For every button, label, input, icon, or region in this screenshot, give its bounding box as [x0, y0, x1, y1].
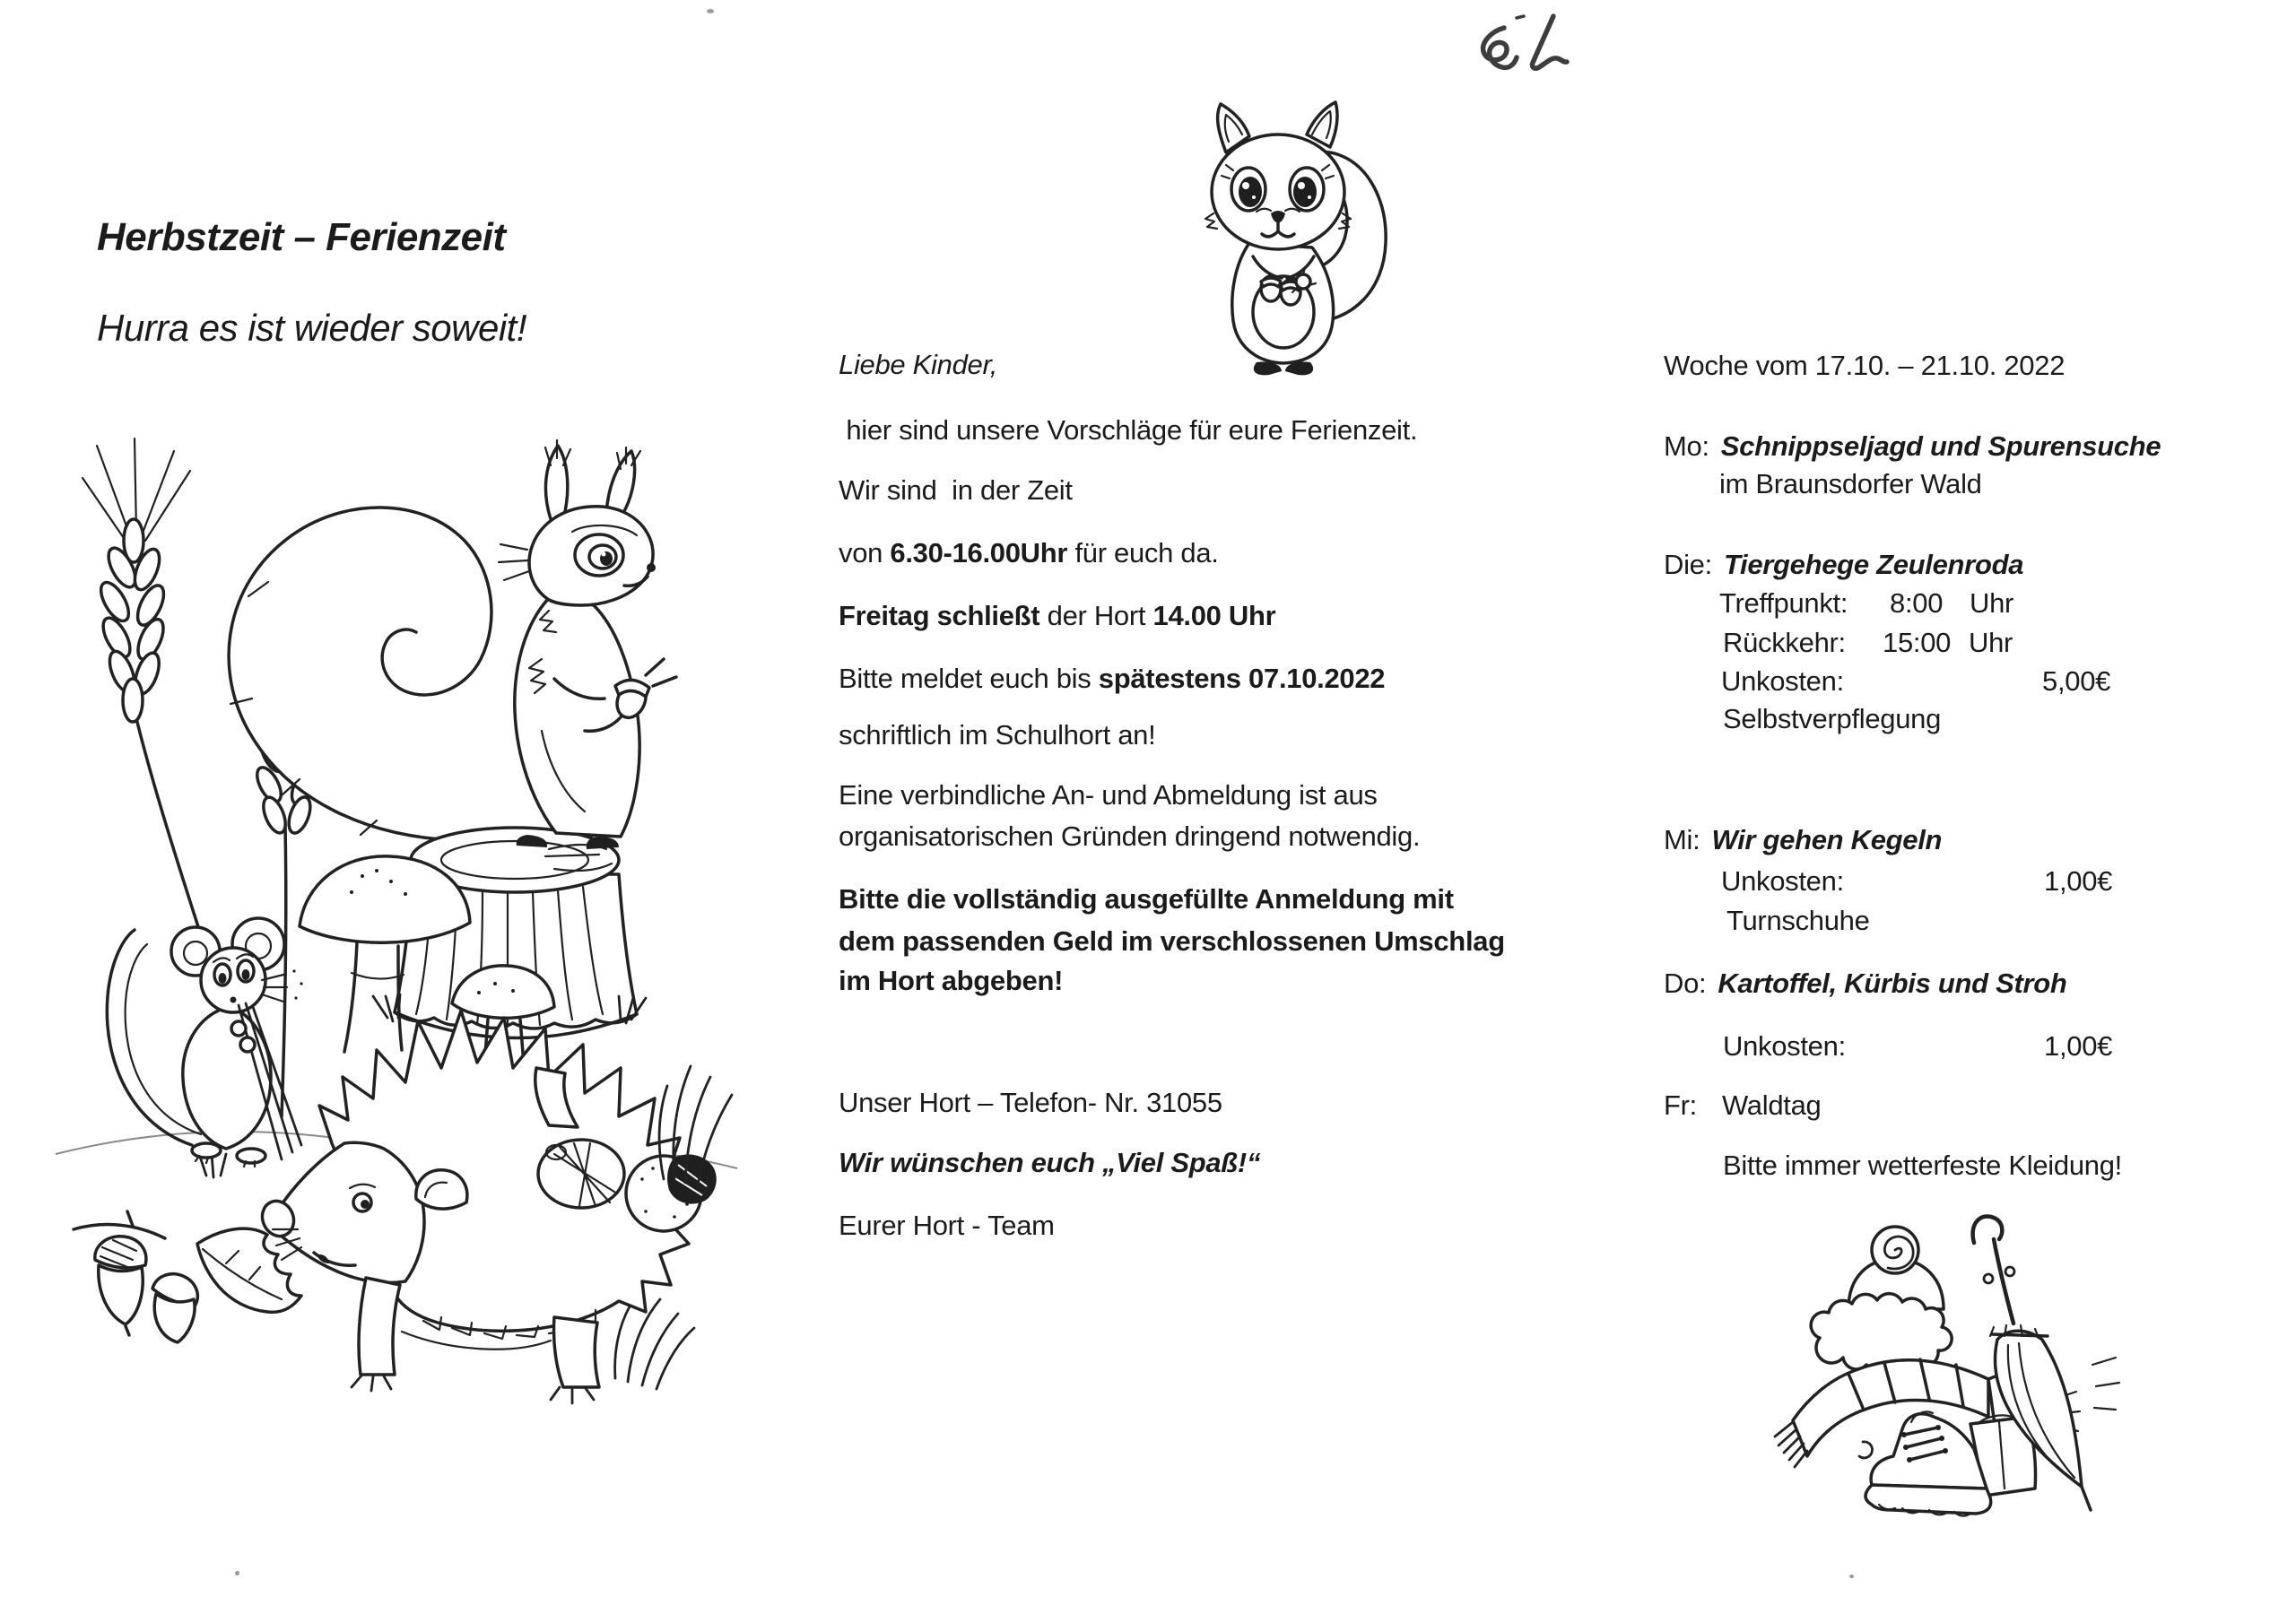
scan-speck: [1849, 1575, 1854, 1578]
tuesday-meet-unit: Uhr: [1970, 587, 2014, 619]
wheat-ear-icon: [83, 438, 217, 985]
letter-text-column: [839, 345, 1505, 1269]
friday-note: Bitte immer wetterfeste Kleidung!: [1723, 1150, 2122, 1181]
schedule-column: [1664, 345, 2292, 1206]
hedgehog-icon: [257, 1011, 716, 1403]
tuesday-return-label: Rückkehr:: [1723, 627, 1846, 658]
letter-phone: Unser Hort – Telefon- Nr. 31055: [839, 1087, 1222, 1118]
handwritten-initials: [1466, 7, 1601, 90]
schedule-week-heading: Woche vom 17.10. – 21.10. 2022: [1664, 350, 2066, 381]
tuesday-meet-label: Treffpunkt:: [1719, 587, 1848, 619]
autumn-gear-illustration: [1762, 1203, 2130, 1544]
tuesday-return-time: 15:00: [1883, 627, 1952, 658]
letter-signoff: Eurer Hort - Team: [839, 1210, 1055, 1241]
letter-hours-line: von 6.30-16.00Uhr für euch da.: [839, 537, 1219, 568]
thursday-cost-label: Unkosten:: [1723, 1030, 1846, 1062]
tuesday-cost-value: 5,00€: [2042, 665, 2111, 697]
letter-intro: hier sind unsere Vorschläge für eure Ferienzeit.: [839, 414, 1418, 446]
wednesday-row: Mi: Wir gehen Kegeln: [1664, 824, 1943, 855]
wednesday-cost-label: Unkosten:: [1721, 865, 1844, 897]
letter-notice-line1: Eine verbindliche An- und Abmeldung ist aus: [839, 779, 1378, 811]
friday-row: Fr: Waldtag: [1664, 1089, 1822, 1121]
thursday-cost-value: 1,00€: [2044, 1030, 2113, 1062]
letter-friday-line: Freitag schließt der Hort 14.00 Uhr: [839, 600, 1276, 631]
tuesday-row: Die: Tiergehege Zeulenroda: [1664, 549, 2024, 580]
wool-hat-icon: [1811, 1227, 1952, 1373]
page-title: Herbstzeit – Ferienzeit: [97, 215, 506, 259]
scan-speck: [707, 9, 714, 13]
letter-envelope-line2: dem passenden Geld im verschlossenen Umschlag: [839, 925, 1505, 957]
forest-scene-illustration: [47, 435, 746, 1435]
boot-icon: [1859, 1411, 2036, 1515]
letter-register-line2: schriftlich im Schulhort an!: [839, 719, 1156, 751]
squirrel-on-stump-icon: [499, 440, 676, 849]
page-subtitle: Hurra es ist wieder soweit!: [97, 307, 526, 349]
letter-notice-line2: organisatorischen Gründen dringend notwendig.: [839, 820, 1421, 852]
wednesday-note: Turnschuhe: [1726, 905, 1870, 936]
letter-salutation: Liebe Kinder,: [839, 349, 998, 380]
letter-register-line: Bitte meldet euch bis spätestens 07.10.2022: [839, 663, 1386, 694]
squirrel-illustration: [1170, 97, 1399, 379]
tuesday-meet-time: 8:00: [1890, 587, 1944, 619]
cute-squirrel-icon: [1205, 102, 1386, 375]
monday-row: Mo: Schnippseljagd und Spurensuche: [1664, 430, 2161, 462]
scan-speck: [235, 1571, 239, 1575]
wednesday-cost-value: 1,00€: [2044, 865, 2113, 897]
letter-time-line: Wir sind in der Zeit: [839, 474, 1073, 506]
letter-wish: Wir wünschen euch „Viel Spaß!“: [839, 1147, 1261, 1178]
tuesday-return-unit: Uhr: [1969, 627, 2013, 658]
tuesday-note: Selbstverpflegung: [1723, 703, 1942, 734]
tuesday-cost-label: Unkosten:: [1721, 665, 1844, 697]
thursday-row: Do: Kartoffel, Kürbis und Stroh: [1664, 968, 2067, 999]
letter-envelope-line3: im Hort abgeben!: [839, 965, 1064, 996]
letter-envelope-line1: Bitte die vollständig ausgefüllte Anmeldung mit: [839, 883, 1454, 915]
monday-location: im Braunsdorfer Wald: [1719, 468, 1982, 499]
